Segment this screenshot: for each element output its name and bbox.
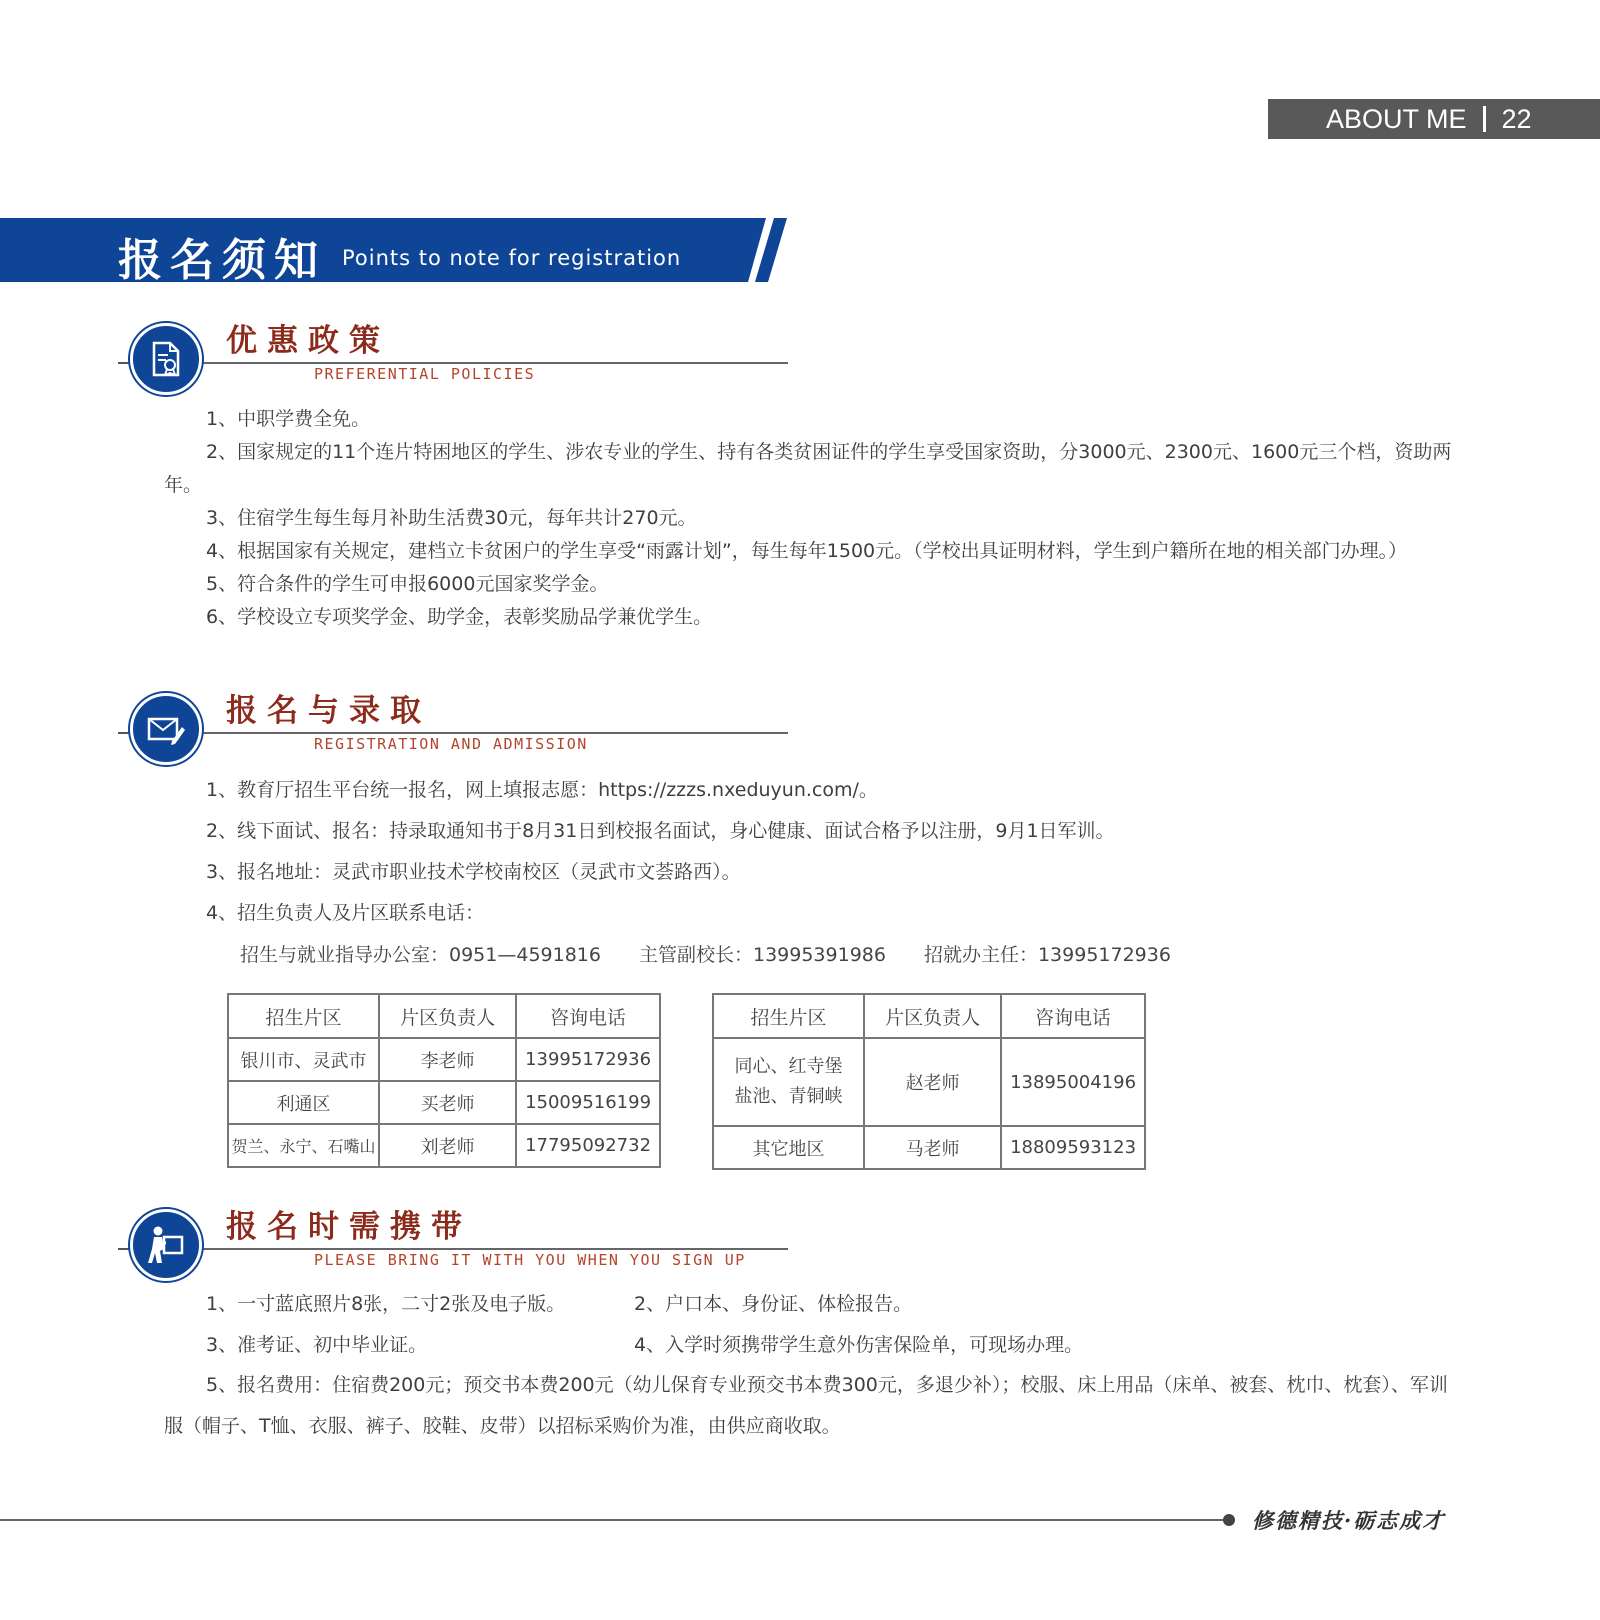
table-row: [228, 1081, 660, 1124]
policy-item: 3、住宿学生每生每月补助生活费30元，每年共计270元。: [206, 507, 697, 529]
footer-rule: [0, 1519, 1228, 1521]
page-subtitle: Points to note for registration: [342, 246, 682, 270]
footer-dot: [1223, 1514, 1235, 1526]
section-title: 报名时需携带: [226, 1209, 472, 1245]
policies-list: [164, 403, 1464, 634]
section-title: 优惠政策: [226, 323, 390, 359]
policy-item: 2、国家规定的11个连片特困地区的学生、涉农专业的学生、持有各类贫困证件的学生享受国家资助，分3000元、2300元、1600元三个档，资助两年。: [164, 441, 1452, 496]
table-cell: 贺兰、永宁、石嘴山: [228, 1124, 379, 1167]
header-divider: [1483, 106, 1486, 132]
admission-list: [206, 775, 1406, 939]
section-header-admission: [118, 693, 778, 783]
admission-item: 4、招生负责人及片区联系电话：: [206, 902, 485, 924]
admission-item: 2、线下面试、报名：持录取通知书于8月31日到校报名面试，身心健康、面试合格予以注册，9月1日军训。: [206, 820, 1115, 842]
table-row: [713, 1126, 1145, 1169]
person-carrying-box-icon: [130, 1209, 202, 1281]
section-subtitle: PREFERENTIAL POLICIES: [314, 365, 536, 383]
admission-item: 3、报名地址：灵武市职业技术学校南校区（灵武市文荟路西）。: [206, 861, 741, 883]
table-cell: 买老师: [379, 1081, 516, 1124]
table-cell: 刘老师: [379, 1124, 516, 1167]
district-table-right: [712, 993, 1146, 1170]
contact-office: 招生与就业指导办公室：0951—4591816: [240, 944, 601, 966]
header-label: ABOUT ME: [1326, 103, 1467, 134]
contact-director: 招就办主任：13995172936: [923, 944, 1171, 966]
table-row: [713, 1038, 1145, 1126]
bring-item-2: 2、户口本、身份证、体检报告。: [634, 1293, 913, 1315]
table-cell: 马老师: [864, 1126, 1001, 1169]
contact-vice-principal: 主管副校长：13995391986: [638, 944, 886, 966]
table-header-row: [228, 994, 660, 1038]
table-header-cell: 招生片区: [228, 994, 379, 1038]
section-title: 报名与录取: [226, 693, 431, 729]
table-header-cell: 片区负责人: [864, 994, 1001, 1038]
table-cell: 13895004196: [1001, 1038, 1145, 1126]
district-table-left: [227, 993, 661, 1168]
page-number: 22: [1501, 103, 1532, 134]
policy-item: 1、中职学费全免。: [206, 408, 371, 430]
table-header-cell: 片区负责人: [379, 994, 516, 1038]
contacts-row: [240, 940, 1209, 967]
table-header-cell: 咨询电话: [516, 994, 660, 1038]
footer-slogan: 修德精技·砺志成才: [1252, 1508, 1446, 1533]
district-line: 同心、红寺堡: [734, 1056, 843, 1077]
section-rule: [198, 362, 788, 364]
table-cell: 赵老师: [864, 1038, 1001, 1126]
bring-item-4: 4、入学时须携带学生意外伤害保险单，可现场办理。: [634, 1334, 1084, 1356]
table-cell: 15009516199: [516, 1081, 660, 1124]
page-title: 报名须知: [118, 235, 326, 286]
page-header-tab: [1268, 99, 1600, 139]
fees-text: 5、报名费用：住宿费200元；预交书本费200元（幼儿保育专业预交书本费300元，多退少补）；校服、床上用品（床单、被套、枕巾、枕套）、军训服（帽子、T恤、衣服、裤子、胶鞋、皮带）以招标采购价为准，由供应商收取。: [164, 1374, 1448, 1437]
table-row: [228, 1038, 660, 1081]
table-cell: 其它地区: [713, 1126, 864, 1169]
table-cell: 17795092732: [516, 1124, 660, 1167]
table-cell: [713, 1038, 864, 1126]
table-header-cell: 咨询电话: [1001, 994, 1145, 1038]
policy-item: 4、根据国家有关规定，建档立卡贫困户的学生享受“雨露计划”，每生每年1500元。（学校出具证明材料，学生到户籍所在地的相关部门办理。）: [206, 540, 1408, 562]
admission-item: 1、教育厅招生平台统一报名，网上填报志愿：https://zzzs.nxeduyun.com/。: [206, 779, 878, 801]
bring-item-1: 1、一寸蓝底照片8张，二寸2张及电子版。: [206, 1293, 566, 1315]
bring-fees: [164, 1365, 1464, 1447]
document-certificate-icon: [130, 323, 202, 395]
table-cell: 利通区: [228, 1081, 379, 1124]
table-header-cell: 招生片区: [713, 994, 864, 1038]
bring-item-3: 3、准考证、初中毕业证。: [206, 1334, 428, 1356]
district-line: 盐池、青铜峡: [734, 1086, 843, 1107]
table-cell: 李老师: [379, 1038, 516, 1081]
table-header-row: [713, 994, 1145, 1038]
section-rule: [198, 732, 788, 734]
section-header-bring: [118, 1209, 778, 1299]
table-cell: 13995172936: [516, 1038, 660, 1081]
section-header-policies: [118, 323, 778, 413]
section-subtitle: PLEASE BRING IT WITH YOU WHEN YOU SIGN UP: [314, 1251, 746, 1269]
policy-item: 6、学校设立专项奖学金、助学金，表彰奖励品学兼优学生。: [206, 606, 713, 628]
section-rule: [198, 1248, 788, 1250]
section-subtitle: REGISTRATION AND ADMISSION: [314, 735, 588, 753]
table-cell: 18809593123: [1001, 1126, 1145, 1169]
table-row: [228, 1124, 660, 1167]
policy-item: 5、符合条件的学生可申报6000元国家奖学金。: [206, 573, 609, 595]
envelope-pen-icon: [130, 693, 202, 765]
table-cell: 银川市、灵武市: [228, 1038, 379, 1081]
title-banner: [0, 218, 800, 286]
